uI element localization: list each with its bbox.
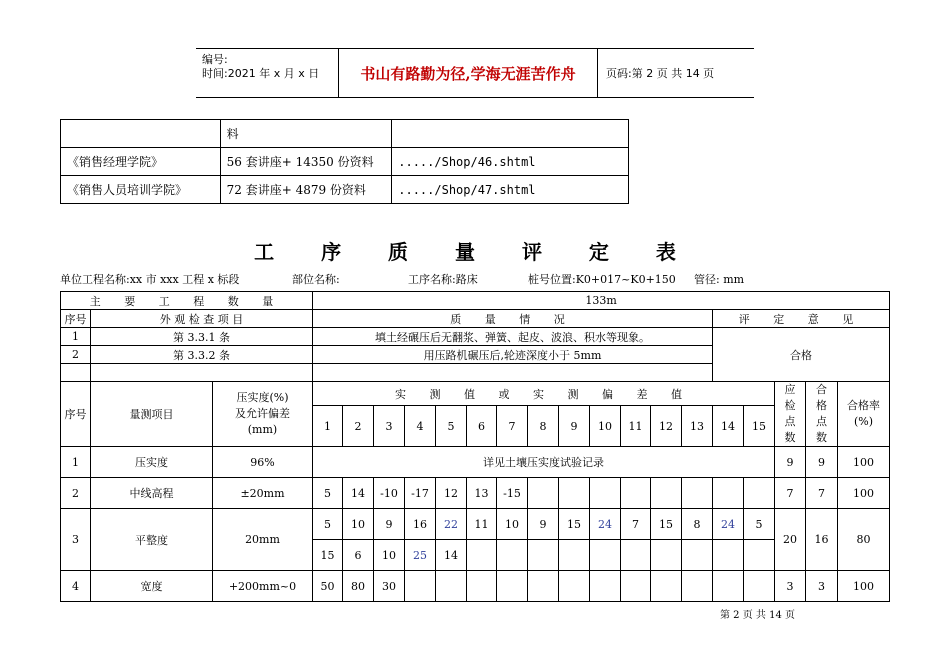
measured-value: 13 bbox=[467, 478, 497, 509]
pass-rate: 100 bbox=[838, 447, 890, 478]
empty-cell bbox=[744, 478, 775, 509]
visual-item: 第 3.3.2 条 bbox=[91, 346, 313, 364]
empty-cell bbox=[651, 571, 682, 602]
empty-cell bbox=[313, 364, 713, 382]
measured-value: 15 bbox=[559, 509, 590, 540]
measured-value: 9 bbox=[374, 509, 405, 540]
page-header bbox=[196, 48, 754, 98]
col-number: 14 bbox=[713, 406, 744, 447]
empty-cell bbox=[682, 478, 713, 509]
empty-cell bbox=[621, 571, 651, 602]
table-row bbox=[61, 382, 890, 406]
row-no: 2 bbox=[61, 478, 91, 509]
header-quality: 质 量 情 况 bbox=[313, 310, 713, 328]
measured-value: 14 bbox=[343, 478, 374, 509]
measured-value: 12 bbox=[436, 478, 467, 509]
row-no: 1 bbox=[61, 328, 91, 346]
table-row bbox=[61, 310, 890, 328]
measured-value: 10 bbox=[497, 509, 528, 540]
unit-name: 单位工程名称:xx 市 xxx 工程 x 标段 bbox=[60, 273, 240, 286]
resource-desc: 料 bbox=[220, 120, 392, 148]
empty-cell bbox=[651, 478, 682, 509]
col-number: 11 bbox=[621, 406, 651, 447]
pipe-diameter: 管径: mm bbox=[694, 273, 745, 286]
row-no: 4 bbox=[61, 571, 91, 602]
empty-cell bbox=[528, 478, 559, 509]
measured-value: 6 bbox=[343, 540, 374, 571]
empty-cell bbox=[621, 540, 651, 571]
empty-cell bbox=[405, 571, 436, 602]
measured-value: 5 bbox=[744, 509, 775, 540]
col-number: 6 bbox=[467, 406, 497, 447]
empty-cell bbox=[590, 478, 621, 509]
col-number: 12 bbox=[651, 406, 682, 447]
table-row bbox=[61, 176, 629, 204]
col-number: 5 bbox=[436, 406, 467, 447]
table-row bbox=[61, 148, 629, 176]
table-row bbox=[61, 292, 890, 310]
col-number: 13 bbox=[682, 406, 713, 447]
tolerance: 20mm bbox=[213, 509, 313, 571]
empty-cell bbox=[91, 364, 313, 382]
measured-value: 8 bbox=[682, 509, 713, 540]
tolerance: 96% bbox=[213, 447, 313, 478]
empty-cell bbox=[682, 571, 713, 602]
tolerance: +200mm~0 bbox=[213, 571, 313, 602]
resource-name bbox=[61, 120, 221, 148]
station-position: 桩号位置:K0+017~K0+150 bbox=[528, 273, 676, 286]
quality-text: 填土经碾压后无翻浆、弹簧、起皮、波浪、积水等现象。 bbox=[313, 328, 713, 346]
empty-cell bbox=[621, 478, 651, 509]
should-count: 7 bbox=[775, 478, 806, 509]
table-row bbox=[61, 447, 890, 478]
pass-rate: 80 bbox=[838, 509, 890, 571]
resource-name: 《销售人员培训学院》 bbox=[61, 176, 221, 204]
empty-cell bbox=[744, 571, 775, 602]
measured-value: 10 bbox=[374, 540, 405, 571]
header-should: 应检点数 bbox=[775, 382, 806, 447]
pass-count: 3 bbox=[806, 571, 838, 602]
col-number: 9 bbox=[559, 406, 590, 447]
resource-desc: 56 套讲座+ 14350 份资料 bbox=[220, 148, 392, 176]
quality-text: 用压路机碾压后,轮迹深度小于 5mm bbox=[313, 346, 713, 364]
measured-value: -15 bbox=[497, 478, 528, 509]
measured-value: -17 bbox=[405, 478, 436, 509]
main-qty-value: 133m bbox=[313, 292, 890, 310]
col-number: 1 bbox=[313, 406, 343, 447]
pass-count: 16 bbox=[806, 509, 838, 571]
header-visual: 外 观 检 查 项 目 bbox=[91, 310, 313, 328]
empty-cell bbox=[559, 571, 590, 602]
header-rate: 合格率(%) bbox=[838, 382, 890, 447]
resource-name: 《销售经理学院》 bbox=[61, 148, 221, 176]
header-no: 序号 bbox=[61, 310, 91, 328]
part-name: 部位名称: bbox=[292, 273, 340, 286]
measured-value: 24 bbox=[590, 509, 621, 540]
measured-value: 80 bbox=[343, 571, 374, 602]
table-row bbox=[61, 571, 890, 602]
measured-value: 50 bbox=[313, 571, 343, 602]
measured-value: 11 bbox=[467, 509, 497, 540]
header-opinion: 评 定 意 见 bbox=[713, 310, 890, 328]
page-label: 页码:第 2 页 共 14 页 bbox=[606, 67, 715, 80]
header-no: 序号 bbox=[61, 382, 91, 447]
visual-item: 第 3.3.1 条 bbox=[91, 328, 313, 346]
document-title: 工 序 质 量 评 定 表 bbox=[254, 240, 696, 264]
measured-value: 22 bbox=[436, 509, 467, 540]
empty-cell bbox=[590, 571, 621, 602]
empty-cell bbox=[713, 478, 744, 509]
empty-cell bbox=[559, 540, 590, 571]
empty-cell bbox=[713, 571, 744, 602]
page-footer: 第 2 页 共 14 页 bbox=[720, 610, 795, 621]
row-no: 1 bbox=[61, 447, 91, 478]
measured-value: 5 bbox=[313, 478, 343, 509]
col-number: 4 bbox=[405, 406, 436, 447]
col-number: 2 bbox=[343, 406, 374, 447]
process-name: 工序名称:路床 bbox=[408, 273, 478, 286]
measured-value: 15 bbox=[651, 509, 682, 540]
empty-cell bbox=[497, 540, 528, 571]
empty-cell bbox=[467, 540, 497, 571]
measure-item: 中线高程 bbox=[91, 478, 213, 509]
header-meta bbox=[196, 49, 339, 97]
should-count: 20 bbox=[775, 509, 806, 571]
row-no: 3 bbox=[61, 509, 91, 571]
evaluation-table bbox=[60, 291, 890, 602]
resource-link bbox=[392, 120, 629, 148]
measured-value: 5 bbox=[313, 509, 343, 540]
empty-cell bbox=[590, 540, 621, 571]
table-row bbox=[61, 328, 890, 346]
main-qty-label: 主 要 工 程 数 量 bbox=[61, 292, 313, 310]
measure-item: 宽度 bbox=[91, 571, 213, 602]
col-number: 15 bbox=[744, 406, 775, 447]
tolerance: ±20mm bbox=[213, 478, 313, 509]
col-number: 10 bbox=[590, 406, 621, 447]
measured-value: 30 bbox=[374, 571, 405, 602]
header-measured: 实 测 值 或 实 测 偏 差 值 bbox=[313, 382, 775, 406]
header-measure-item: 量测项目 bbox=[91, 382, 213, 447]
header-pass: 合格点数 bbox=[806, 382, 838, 447]
pass-count: 9 bbox=[806, 447, 838, 478]
resource-link: ...../Shop/47.shtml bbox=[392, 176, 629, 204]
measure-item: 平整度 bbox=[91, 509, 213, 571]
measured-value: 14 bbox=[436, 540, 467, 571]
empty-cell bbox=[436, 571, 467, 602]
empty-cell bbox=[744, 540, 775, 571]
measure-note: 详见土壤压实度试验记录 bbox=[313, 447, 775, 478]
header-tolerance: 压实度(%) 及允许偏差 (mm) bbox=[213, 382, 313, 447]
empty-cell bbox=[713, 540, 744, 571]
number-label: 编号: bbox=[202, 53, 228, 66]
empty-cell bbox=[651, 540, 682, 571]
empty-cell bbox=[682, 540, 713, 571]
table-row bbox=[61, 478, 890, 509]
pass-rate: 100 bbox=[838, 478, 890, 509]
empty-cell bbox=[61, 364, 91, 382]
should-count: 3 bbox=[775, 571, 806, 602]
empty-cell bbox=[528, 571, 559, 602]
pass-rate: 100 bbox=[838, 571, 890, 602]
should-count: 9 bbox=[775, 447, 806, 478]
motto: 书山有路勤为径,学海无涯苦作舟 bbox=[339, 49, 598, 97]
row-no: 2 bbox=[61, 346, 91, 364]
table-row bbox=[61, 509, 890, 540]
measured-value: 25 bbox=[405, 540, 436, 571]
resource-link: ...../Shop/46.shtml bbox=[392, 148, 629, 176]
measured-value: 9 bbox=[528, 509, 559, 540]
measured-value: 10 bbox=[343, 509, 374, 540]
measured-value: 24 bbox=[713, 509, 744, 540]
measured-value: -10 bbox=[374, 478, 405, 509]
col-number: 7 bbox=[497, 406, 528, 447]
col-number: 8 bbox=[528, 406, 559, 447]
resource-desc: 72 套讲座+ 4879 份资料 bbox=[220, 176, 392, 204]
resource-table bbox=[60, 119, 629, 204]
opinion: 合格 bbox=[713, 328, 890, 382]
empty-cell bbox=[559, 478, 590, 509]
measured-value: 15 bbox=[313, 540, 343, 571]
time-label: 时间:2021 年 x 月 x 日 bbox=[202, 67, 320, 80]
empty-cell bbox=[467, 571, 497, 602]
col-number: 3 bbox=[374, 406, 405, 447]
pass-count: 7 bbox=[806, 478, 838, 509]
empty-cell bbox=[528, 540, 559, 571]
empty-cell bbox=[497, 571, 528, 602]
measure-item: 压实度 bbox=[91, 447, 213, 478]
measured-value: 7 bbox=[621, 509, 651, 540]
measured-value: 16 bbox=[405, 509, 436, 540]
table-row bbox=[61, 120, 629, 148]
